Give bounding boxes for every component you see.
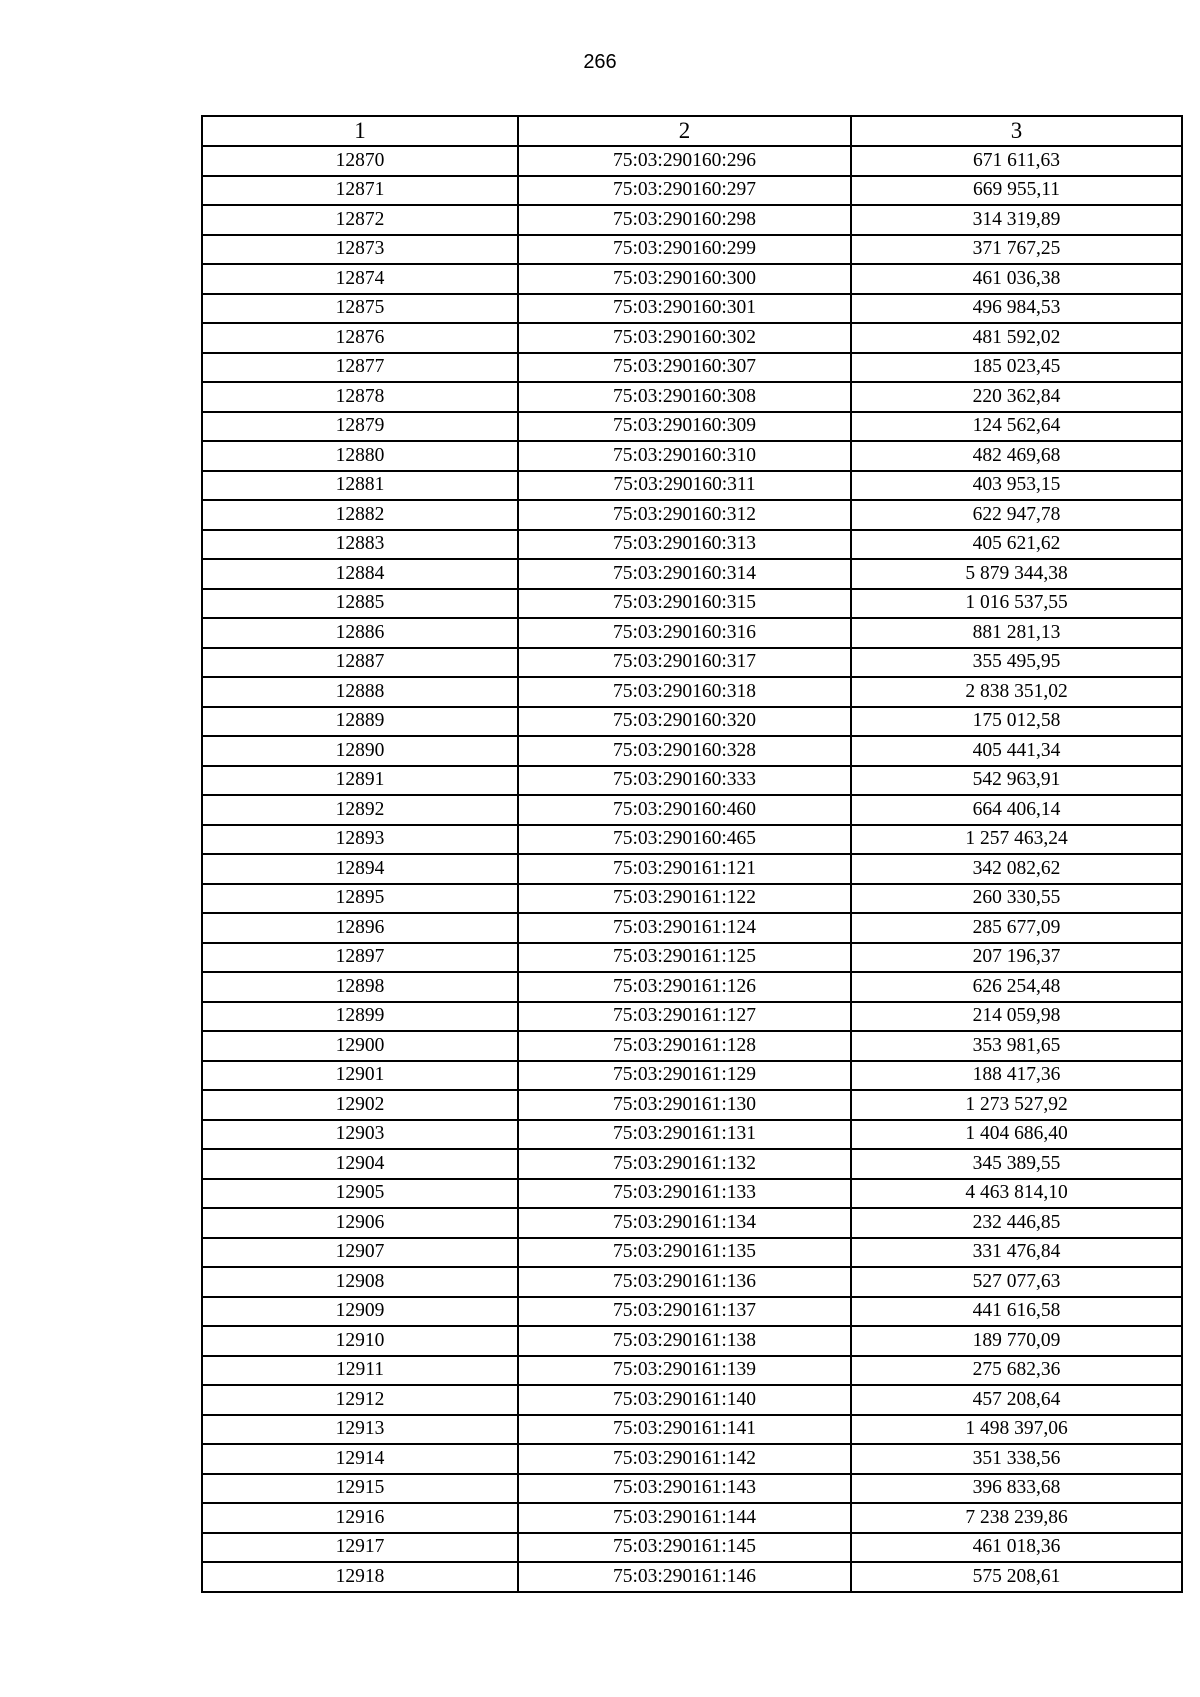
value-cell: 405 441,34	[851, 736, 1182, 766]
value-cell: 232 446,85	[851, 1208, 1182, 1238]
cadastral-number-cell: 75:03:290160:315	[518, 589, 851, 619]
value-cell: 185 023,45	[851, 353, 1182, 383]
row-number-cell: 12895	[202, 884, 518, 914]
row-number-cell: 12907	[202, 1238, 518, 1268]
row-number-cell: 12897	[202, 943, 518, 973]
cadastral-number-cell: 75:03:290161:133	[518, 1179, 851, 1209]
table-row	[202, 1385, 1182, 1415]
row-number-cell: 12911	[202, 1356, 518, 1386]
row-number-cell: 12912	[202, 1385, 518, 1415]
table-row	[202, 677, 1182, 707]
row-number-cell: 12879	[202, 412, 518, 442]
table-row	[202, 1297, 1182, 1327]
table-row	[202, 382, 1182, 412]
cadastral-number-cell: 75:03:290161:136	[518, 1267, 851, 1297]
cadastral-number-cell: 75:03:290160:299	[518, 235, 851, 265]
row-number-cell: 12898	[202, 972, 518, 1002]
cadastral-number-cell: 75:03:290160:300	[518, 264, 851, 294]
table-row	[202, 766, 1182, 796]
cadastral-number-cell: 75:03:290161:132	[518, 1149, 851, 1179]
table-row	[202, 1120, 1182, 1150]
table-row	[202, 1415, 1182, 1445]
row-number-cell: 12890	[202, 736, 518, 766]
table-row	[202, 943, 1182, 973]
table-row	[202, 1533, 1182, 1563]
cadastral-number-cell: 75:03:290161:145	[518, 1533, 851, 1563]
value-cell: 260 330,55	[851, 884, 1182, 914]
cadastral-number-cell: 75:03:290161:121	[518, 854, 851, 884]
value-cell: 461 018,36	[851, 1533, 1182, 1563]
value-cell: 396 833,68	[851, 1474, 1182, 1504]
column-header-3: 3	[851, 116, 1182, 146]
value-cell: 207 196,37	[851, 943, 1182, 973]
table-row	[202, 854, 1182, 884]
value-cell: 461 036,38	[851, 264, 1182, 294]
value-cell: 1 016 537,55	[851, 589, 1182, 619]
row-number-cell: 12882	[202, 500, 518, 530]
table-row	[202, 500, 1182, 530]
cadastral-number-cell: 75:03:290160:313	[518, 530, 851, 560]
cadastral-number-cell: 75:03:290161:124	[518, 913, 851, 943]
row-number-cell: 12872	[202, 205, 518, 235]
cadastral-number-cell: 75:03:290161:130	[518, 1090, 851, 1120]
row-number-cell: 12905	[202, 1179, 518, 1209]
table-row	[202, 323, 1182, 353]
cadastral-number-cell: 75:03:290160:333	[518, 766, 851, 796]
row-number-cell: 12874	[202, 264, 518, 294]
value-cell: 441 616,58	[851, 1297, 1182, 1327]
row-number-cell: 12877	[202, 353, 518, 383]
row-number-cell: 12893	[202, 825, 518, 855]
cadastral-number-cell: 75:03:290160:328	[518, 736, 851, 766]
cadastral-number-cell: 75:03:290160:460	[518, 795, 851, 825]
cadastral-number-cell: 75:03:290161:140	[518, 1385, 851, 1415]
row-number-cell: 12903	[202, 1120, 518, 1150]
value-cell: 220 362,84	[851, 382, 1182, 412]
column-header-1: 1	[202, 116, 518, 146]
cadastral-number-cell: 75:03:290160:310	[518, 441, 851, 471]
row-number-cell: 12908	[202, 1267, 518, 1297]
row-number-cell: 12892	[202, 795, 518, 825]
row-number-cell: 12876	[202, 323, 518, 353]
table-row	[202, 1149, 1182, 1179]
value-cell: 1 404 686,40	[851, 1120, 1182, 1150]
row-number-cell: 12913	[202, 1415, 518, 1445]
table-row	[202, 1238, 1182, 1268]
value-cell: 4 463 814,10	[851, 1179, 1182, 1209]
row-number-cell: 12871	[202, 176, 518, 206]
table-row	[202, 294, 1182, 324]
table-row	[202, 1444, 1182, 1474]
cadastral-number-cell: 75:03:290160:311	[518, 471, 851, 501]
table-row	[202, 1267, 1182, 1297]
row-number-cell: 12883	[202, 530, 518, 560]
table-row	[202, 736, 1182, 766]
table-row	[202, 795, 1182, 825]
row-number-cell: 12902	[202, 1090, 518, 1120]
row-number-cell: 12885	[202, 589, 518, 619]
value-cell: 527 077,63	[851, 1267, 1182, 1297]
cadastral-number-cell: 75:03:290161:142	[518, 1444, 851, 1474]
table-row	[202, 1562, 1182, 1592]
table-row	[202, 1326, 1182, 1356]
table-body	[202, 146, 1182, 1592]
row-number-cell: 12915	[202, 1474, 518, 1504]
value-cell: 345 389,55	[851, 1149, 1182, 1179]
cadastral-number-cell: 75:03:290161:144	[518, 1503, 851, 1533]
value-cell: 175 012,58	[851, 707, 1182, 737]
cadastral-number-cell: 75:03:290160:298	[518, 205, 851, 235]
table-row	[202, 471, 1182, 501]
cadastral-number-cell: 75:03:290161:126	[518, 972, 851, 1002]
value-cell: 626 254,48	[851, 972, 1182, 1002]
cadastral-number-cell: 75:03:290160:301	[518, 294, 851, 324]
row-number-cell: 12884	[202, 559, 518, 589]
row-number-cell: 12916	[202, 1503, 518, 1533]
table-row	[202, 176, 1182, 206]
value-cell: 403 953,15	[851, 471, 1182, 501]
page-number: 266	[583, 51, 617, 73]
cadastral-number-cell: 75:03:290160:317	[518, 648, 851, 678]
row-number-cell: 12906	[202, 1208, 518, 1238]
value-cell: 669 955,11	[851, 176, 1182, 206]
row-number-cell: 12875	[202, 294, 518, 324]
cadastral-number-cell: 75:03:290161:146	[518, 1562, 851, 1592]
value-cell: 496 984,53	[851, 294, 1182, 324]
value-cell: 622 947,78	[851, 500, 1182, 530]
table-row	[202, 1208, 1182, 1238]
cadastral-number-cell: 75:03:290161:129	[518, 1061, 851, 1091]
cadastral-number-cell: 75:03:290161:139	[518, 1356, 851, 1386]
table-row	[202, 1061, 1182, 1091]
cadastral-number-cell: 75:03:290160:302	[518, 323, 851, 353]
value-cell: 664 406,14	[851, 795, 1182, 825]
cadastral-number-cell: 75:03:290160:312	[518, 500, 851, 530]
column-header-2: 2	[518, 116, 851, 146]
value-cell: 331 476,84	[851, 1238, 1182, 1268]
cadastral-number-cell: 75:03:290161:122	[518, 884, 851, 914]
table-row	[202, 618, 1182, 648]
table-row	[202, 264, 1182, 294]
cadastral-number-cell: 75:03:290160:307	[518, 353, 851, 383]
row-number-cell: 12910	[202, 1326, 518, 1356]
row-number-cell: 12894	[202, 854, 518, 884]
row-number-cell: 12917	[202, 1533, 518, 1563]
value-cell: 342 082,62	[851, 854, 1182, 884]
row-number-cell: 12889	[202, 707, 518, 737]
row-number-cell: 12873	[202, 235, 518, 265]
table-row	[202, 1503, 1182, 1533]
value-cell: 481 592,02	[851, 323, 1182, 353]
table-row	[202, 589, 1182, 619]
value-cell: 214 059,98	[851, 1002, 1182, 1032]
table-row	[202, 146, 1182, 176]
value-cell: 285 677,09	[851, 913, 1182, 943]
value-cell: 1 498 397,06	[851, 1415, 1182, 1445]
row-number-cell: 12870	[202, 146, 518, 176]
value-cell: 671 611,63	[851, 146, 1182, 176]
table-row	[202, 205, 1182, 235]
value-cell: 371 767,25	[851, 235, 1182, 265]
row-number-cell: 12878	[202, 382, 518, 412]
cadastral-number-cell: 75:03:290161:138	[518, 1326, 851, 1356]
table-row	[202, 235, 1182, 265]
cadastral-number-cell: 75:03:290161:127	[518, 1002, 851, 1032]
value-cell: 314 319,89	[851, 205, 1182, 235]
row-number-cell: 12880	[202, 441, 518, 471]
value-cell: 2 838 351,02	[851, 677, 1182, 707]
table-row	[202, 707, 1182, 737]
value-cell: 457 208,64	[851, 1385, 1182, 1415]
cadastral-number-cell: 75:03:290161:135	[518, 1238, 851, 1268]
value-cell: 351 338,56	[851, 1444, 1182, 1474]
cadastral-number-cell: 75:03:290161:128	[518, 1031, 851, 1061]
table-row	[202, 648, 1182, 678]
table-row	[202, 1356, 1182, 1386]
value-cell: 542 963,91	[851, 766, 1182, 796]
table-row	[202, 412, 1182, 442]
table-row	[202, 1179, 1182, 1209]
table-row	[202, 1002, 1182, 1032]
table-row	[202, 913, 1182, 943]
row-number-cell: 12886	[202, 618, 518, 648]
value-cell: 575 208,61	[851, 1562, 1182, 1592]
value-cell: 7 238 239,86	[851, 1503, 1182, 1533]
row-number-cell: 12881	[202, 471, 518, 501]
table-header-row	[202, 116, 1182, 146]
cadastral-number-cell: 75:03:290160:320	[518, 707, 851, 737]
row-number-cell: 12888	[202, 677, 518, 707]
table-row	[202, 441, 1182, 471]
value-cell: 124 562,64	[851, 412, 1182, 442]
value-cell: 355 495,95	[851, 648, 1182, 678]
value-cell: 405 621,62	[851, 530, 1182, 560]
cadastral-number-cell: 75:03:290160:316	[518, 618, 851, 648]
value-cell: 275 682,36	[851, 1356, 1182, 1386]
cadastral-number-cell: 75:03:290161:134	[518, 1208, 851, 1238]
cadastral-number-cell: 75:03:290161:137	[518, 1297, 851, 1327]
value-cell: 482 469,68	[851, 441, 1182, 471]
value-cell: 881 281,13	[851, 618, 1182, 648]
table-row	[202, 1031, 1182, 1061]
row-number-cell: 12918	[202, 1562, 518, 1592]
table-row	[202, 1090, 1182, 1120]
table-row	[202, 972, 1182, 1002]
cadastral-number-cell: 75:03:290160:314	[518, 559, 851, 589]
data-table	[201, 115, 1183, 1593]
cadastral-number-cell: 75:03:290160:318	[518, 677, 851, 707]
cadastral-number-cell: 75:03:290161:131	[518, 1120, 851, 1150]
value-cell: 353 981,65	[851, 1031, 1182, 1061]
cadastral-number-cell: 75:03:290160:308	[518, 382, 851, 412]
value-cell: 1 257 463,24	[851, 825, 1182, 855]
table-row	[202, 559, 1182, 589]
cadastral-number-cell: 75:03:290160:296	[518, 146, 851, 176]
value-cell: 189 770,09	[851, 1326, 1182, 1356]
value-cell: 5 879 344,38	[851, 559, 1182, 589]
row-number-cell: 12909	[202, 1297, 518, 1327]
row-number-cell: 12899	[202, 1002, 518, 1032]
cadastral-number-cell: 75:03:290161:141	[518, 1415, 851, 1445]
table-row	[202, 1474, 1182, 1504]
cadastral-number-cell: 75:03:290160:297	[518, 176, 851, 206]
row-number-cell: 12891	[202, 766, 518, 796]
row-number-cell: 12896	[202, 913, 518, 943]
value-cell: 1 273 527,92	[851, 1090, 1182, 1120]
row-number-cell: 12900	[202, 1031, 518, 1061]
cadastral-number-cell: 75:03:290161:143	[518, 1474, 851, 1504]
table-row	[202, 825, 1182, 855]
row-number-cell: 12904	[202, 1149, 518, 1179]
row-number-cell: 12914	[202, 1444, 518, 1474]
table-row	[202, 353, 1182, 383]
table-row	[202, 884, 1182, 914]
value-cell: 188 417,36	[851, 1061, 1182, 1091]
cadastral-number-cell: 75:03:290161:125	[518, 943, 851, 973]
cadastral-number-cell: 75:03:290160:309	[518, 412, 851, 442]
cadastral-number-cell: 75:03:290160:465	[518, 825, 851, 855]
table-row	[202, 530, 1182, 560]
row-number-cell: 12887	[202, 648, 518, 678]
row-number-cell: 12901	[202, 1061, 518, 1091]
